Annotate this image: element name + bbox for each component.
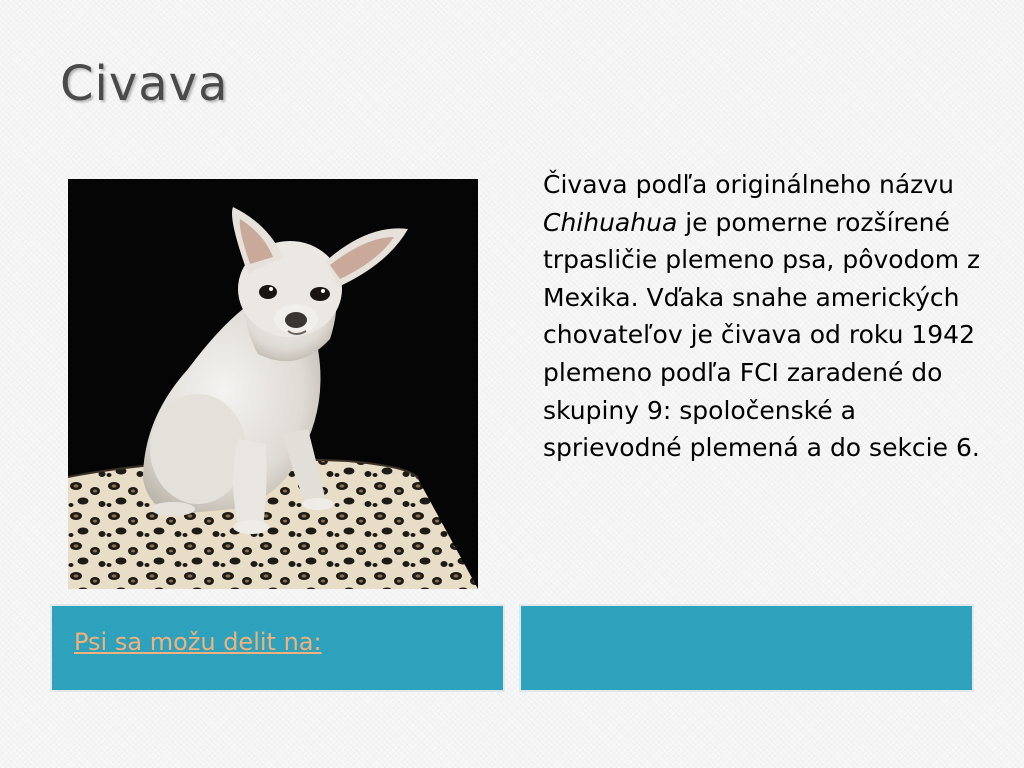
description-part-2: je pomerne rozšírené trpasličie plemeno psa, pôvodom z Mexika. Vďaka snahe amerických chovateľov je čivava od roku 1942 plemeno podľa FCI zaradené do skupiny 9: spoločenské a sprievodné plemená a do sekcie 6. [543, 207, 981, 463]
chihuahua-photo [68, 179, 478, 589]
breed-name: Čivava [543, 170, 628, 199]
original-name: Chihuahua [543, 207, 678, 237]
dog-categories-link[interactable]: Psi sa možu delit na: [74, 628, 322, 656]
right-tile [519, 604, 974, 692]
breed-description [543, 166, 983, 467]
description-part-1: podľa originálneho názvu [627, 170, 954, 199]
left-tile [50, 604, 505, 692]
slide-title: Civava [60, 56, 229, 112]
